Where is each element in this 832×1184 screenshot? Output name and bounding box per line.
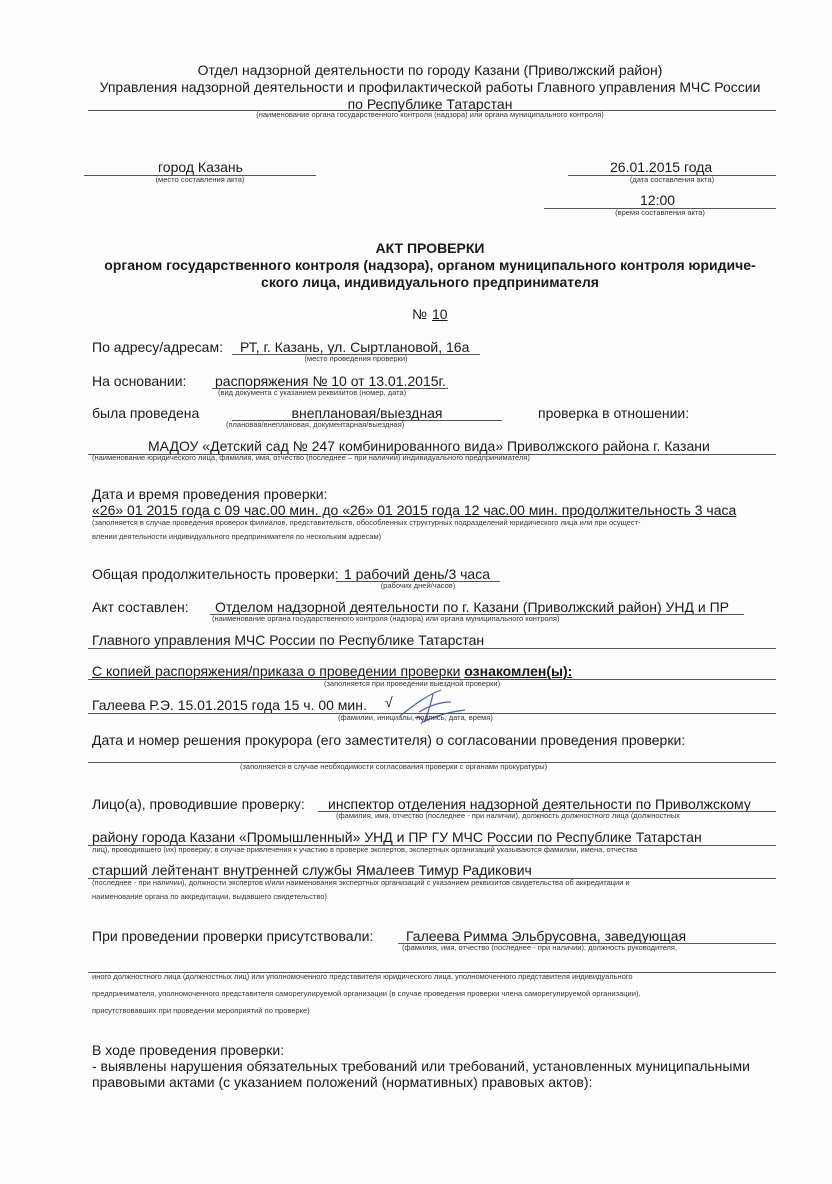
conducted-label: была проведена bbox=[92, 405, 200, 421]
inspectors-value-3: старший лейтенант внутренней службы Ямалеев Тимур Радикович bbox=[92, 862, 532, 878]
act-title: АКТ ПРОВЕРКИ bbox=[375, 240, 485, 256]
header-line-2: Управления надзорной деятельности и профилактической работы Главного управления МЧС России bbox=[99, 79, 761, 95]
composed-value-1: Отделом надзорной деятельности по г. Казани (Приволжский район) УНД и ПР bbox=[215, 599, 730, 615]
present-caption-2: иного должностного лица (должностных лиц) или уполномоченного представителя юридического лица, уполномоченного представителя индивидуального bbox=[92, 972, 633, 981]
check-mark: √ bbox=[385, 694, 393, 710]
acquainted-label-bold: ознакомлен(ы): bbox=[464, 663, 573, 679]
address-caption: (место проведения проверки) bbox=[304, 354, 408, 363]
time-caption: (время составления акта) bbox=[615, 208, 705, 217]
present-caption-3: предпринимателя, уполномоченного представителя саморегулируемой организации (в случае проведения проверки члена саморегулируемой организации), bbox=[92, 989, 641, 998]
act-number-label: № bbox=[412, 306, 428, 322]
findings-line-1: В ходе проведения проверки: bbox=[92, 1042, 285, 1058]
basis-caption: (вид документа с указанием реквизитов (номер, дата) bbox=[218, 388, 407, 397]
entity-caption: (наименование юридического лица, фамилия, имя, отчество (последнее – при наличии) индивидуального предпринимателя) bbox=[92, 453, 530, 462]
basis-value: распоряжения № 10 от 13.01.2015г. bbox=[215, 373, 446, 389]
basis-label: На основании: bbox=[92, 373, 187, 389]
inspectors-value-1: инспектор отделения надзорной деятельности по Приволжскому bbox=[328, 796, 751, 812]
time-value: 12:00 bbox=[640, 192, 676, 208]
date-value: 26.01.2015 года bbox=[610, 159, 713, 175]
inspectors-caption-1: (фамилия, имя, отчество (последнее - при наличии), должность должностного лица (должностных bbox=[336, 811, 680, 820]
header-line-3: по Республике Татарстан bbox=[347, 96, 513, 112]
acquainted-label bbox=[92, 663, 572, 680]
composed-caption: (наименование органа государственного контроля (надзора) или органа муниципального контроля) bbox=[212, 614, 560, 623]
acquainted-value: Галеева Р.Э. 15.01.2015 года 15 ч. 00 мин. bbox=[92, 697, 367, 713]
composed-underline-2 bbox=[88, 648, 776, 649]
acquainted-caption-2: (фамилии, инициалы, подпись, дата, время) bbox=[338, 713, 493, 722]
prosecutor-caption: (заполняется в случае необходимости согласования проверки с органами прокуратуры) bbox=[240, 762, 548, 771]
findings-line-3: правовыми актами (с указанием положений (нормативных) правовых актов): bbox=[92, 1074, 593, 1090]
act-subtitle-1: органом государственного контроля (надзора), органом муниципального контроля юридиче- bbox=[104, 257, 756, 273]
acquainted-label-text: С копией распоряжения/приказа о проведении проверки bbox=[92, 663, 461, 679]
present-caption-4: присутствовавших при проведении мероприятий по проверке) bbox=[92, 1006, 310, 1015]
act-subtitle-2: ского лица, индивидуального предпринимателя bbox=[261, 274, 599, 290]
composed-label: Акт составлен: bbox=[92, 599, 189, 615]
composed-value-2: Главного управления МЧС России по Республике Татарстан bbox=[92, 632, 485, 648]
inspectors-label: Лицо(а), проводившие проверку: bbox=[92, 796, 305, 812]
inspectors-value-2: району города Казани «Промышленный» УНД и ПР ГУ МЧС России по Республике Татарстан bbox=[92, 829, 702, 845]
act-number: 10 bbox=[432, 306, 448, 322]
inspectors-caption-4: наименование органа по аккредитации, выдавшего свидетельство) bbox=[92, 892, 327, 901]
datetime-label: Дата и время проведения проверки: bbox=[92, 486, 328, 502]
datetime-value: «26» 01 2015 года с 09 час.00 мин. до «26» 01 2015 года 12 час.00 мин. продолжительность 3 часа bbox=[92, 502, 737, 518]
datetime-caption-1: (заполняется в случае проведения проверок филиалов, представительств, обособленных структурных подразделений юридического лица или при осущест- bbox=[92, 518, 641, 527]
date-caption: (дата составления акта) bbox=[629, 175, 715, 184]
place-value: город Казань bbox=[158, 159, 243, 175]
duration-label: Общая продолжительность проверки: bbox=[92, 566, 339, 582]
header-caption: (наименование органа государственного контроля (надзора) или органа муниципального контроля) bbox=[256, 110, 604, 119]
present-value: Галеева Римма Эльбрусовна, заведующая bbox=[406, 928, 687, 944]
datetime-caption-2: влении деятельности индивидуального предпринимателя по нескольким адресам) bbox=[92, 532, 382, 541]
address-label: По адресу/адресам: bbox=[92, 339, 223, 355]
duration-value: 1 рабочий день/3 часа bbox=[344, 566, 490, 582]
duration-caption: (рабочих дней/часов) bbox=[380, 581, 456, 590]
conducted-value: внеплановая/выездная bbox=[291, 405, 443, 421]
header-line-1: Отдел надзорной деятельности по городу Казани (Приволжский район) bbox=[197, 62, 663, 78]
prosecutor-label: Дата и номер решения прокурора (его заместителя) о согласовании проведения проверки: bbox=[92, 732, 686, 748]
inspectors-caption-2: лиц), проводившего (их) проверку; в случае привлечения к участию в проверке экспертов, экспертных организаций указываются фамилии, имена, отчества bbox=[92, 845, 638, 854]
present-label: При проведении проверки присутствовали: bbox=[92, 928, 374, 944]
present-caption-1: (фамилия, имя, отчество (последнее - при наличии), должность руководителя, bbox=[402, 943, 678, 952]
address-value: РТ, г. Казань, ул. Сыртлановой, 16а bbox=[240, 339, 470, 355]
acquainted-caption: (заполняется при проведении выездной проверки) bbox=[324, 679, 501, 688]
entity-value: МАДОУ «Детский сад № 247 комбинированного вида» Приволжского района г. Казани bbox=[148, 438, 710, 454]
place-caption: (место составления акта) bbox=[155, 175, 245, 184]
inspectors-caption-3: (последнее - при наличии), должности экспертов и/или наименования экспертных организаций с указанием реквизитов свидетельства об аккредитации и bbox=[92, 878, 630, 887]
conducted-caption: (плановая/внеплановая, документарная/выездная) bbox=[226, 420, 405, 429]
findings-line-2: - выявлены нарушения обязательных требований или требований, установленных муниципальными bbox=[92, 1058, 750, 1074]
conducted-suffix: проверка в отношении: bbox=[538, 405, 690, 421]
